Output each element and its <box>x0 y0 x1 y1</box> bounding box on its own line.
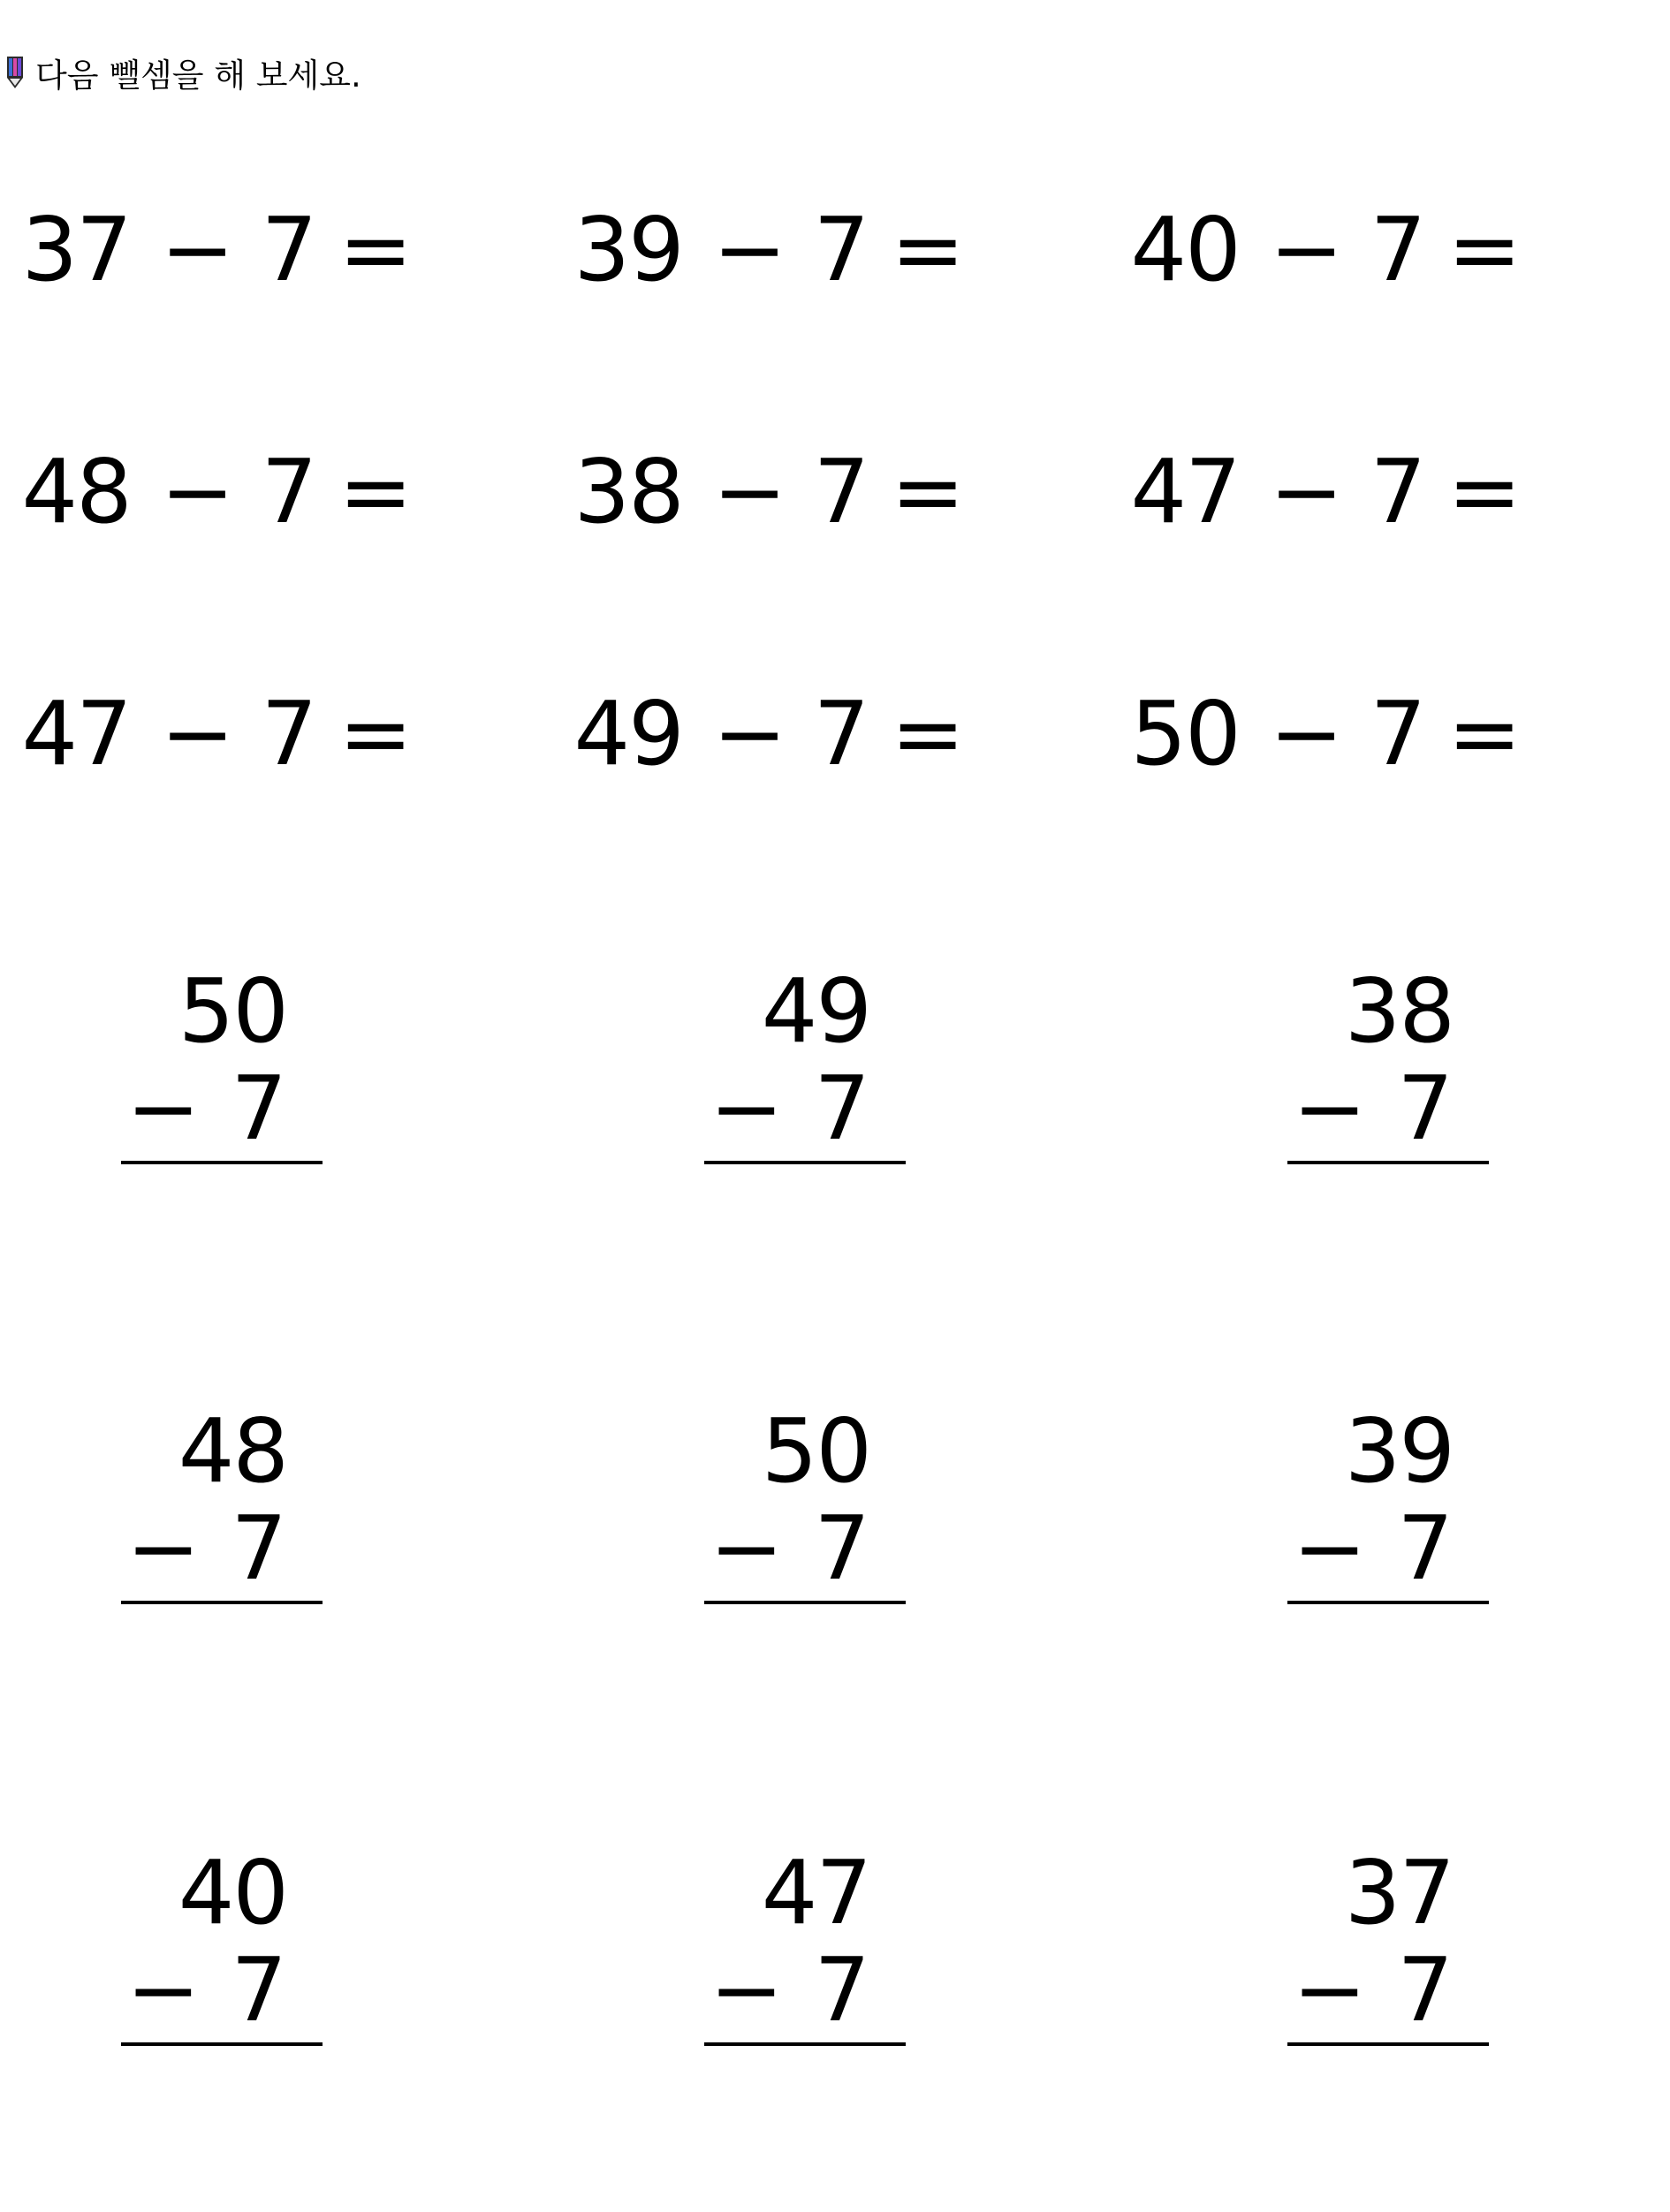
subtrahend: 7 <box>813 439 869 543</box>
equals-sign: = <box>338 681 411 785</box>
subtrahend: 7 <box>814 1057 870 1160</box>
answer-line <box>704 2042 906 2046</box>
subtrahend: 7 <box>814 1938 870 2042</box>
minuend: 47 <box>1130 439 1240 543</box>
minus-sign: − <box>126 1057 201 1160</box>
minuend: 47 <box>761 1841 870 1944</box>
h-problem-9 <box>1130 680 1520 786</box>
h-problem-2 <box>573 196 963 302</box>
minuend: 50 <box>178 959 287 1063</box>
minuend: 50 <box>761 1399 870 1503</box>
equals-sign: = <box>891 681 963 785</box>
minus-sign: − <box>1293 1938 1367 2042</box>
h-problem-6 <box>1130 438 1520 544</box>
h-problem-3 <box>1130 196 1520 302</box>
subtrahend: 7 <box>1397 1938 1454 2042</box>
minus-sign: − <box>712 681 786 785</box>
subtrahend: 7 <box>1370 439 1425 543</box>
minus-sign: − <box>1269 681 1342 785</box>
minus-sign: − <box>126 1496 201 1600</box>
answer-line <box>1287 2042 1489 2046</box>
equals-sign: = <box>891 439 963 543</box>
h-problem-5 <box>573 438 963 544</box>
minuend: 39 <box>573 197 683 301</box>
minuend: 49 <box>573 681 683 785</box>
v-problem-4 <box>121 1399 326 1615</box>
v-problem-7 <box>121 1841 326 2057</box>
answer-line <box>121 2042 323 2046</box>
answer-line <box>704 1161 906 1164</box>
equals-sign: = <box>1447 197 1520 301</box>
minuend: 49 <box>761 959 870 1063</box>
h-problem-4 <box>21 438 411 544</box>
subtrahend: 7 <box>1397 1496 1454 1600</box>
minuend: 38 <box>1344 959 1454 1063</box>
v-problem-9 <box>1287 1841 1492 2057</box>
answer-line <box>121 1161 323 1164</box>
subtrahend: 7 <box>231 1938 287 2042</box>
minus-sign: − <box>126 1938 201 2042</box>
subtrahend: 7 <box>814 1496 870 1600</box>
v-problem-1 <box>121 959 326 1175</box>
v-problem-8 <box>704 1841 909 2057</box>
answer-line <box>1287 1601 1489 1604</box>
minus-sign: − <box>1293 1496 1367 1600</box>
equals-sign: = <box>338 439 411 543</box>
minuend: 37 <box>21 197 131 301</box>
subtrahend: 7 <box>261 197 316 301</box>
minus-sign: − <box>710 1057 784 1160</box>
v-problem-3 <box>1287 959 1492 1175</box>
subtrahend: 7 <box>1370 681 1425 785</box>
instruction-text: 다음 뺄셈을 해 보세요. <box>35 57 361 95</box>
subtrahend: 7 <box>1370 197 1425 301</box>
minuend: 38 <box>573 439 683 543</box>
minus-sign: − <box>712 197 786 301</box>
minuend: 48 <box>178 1399 287 1503</box>
minus-sign: − <box>710 1496 784 1600</box>
h-problem-7 <box>21 680 411 786</box>
v-problem-2 <box>704 959 909 1175</box>
h-problem-8 <box>573 680 963 786</box>
v-problem-5 <box>704 1399 909 1615</box>
h-problem-1 <box>21 196 411 302</box>
equals-sign: = <box>891 197 963 301</box>
minuend: 39 <box>1344 1399 1454 1503</box>
minuend: 40 <box>178 1841 287 1944</box>
minus-sign: − <box>160 197 233 301</box>
subtrahend: 7 <box>261 439 316 543</box>
equals-sign: = <box>1447 681 1520 785</box>
minus-sign: − <box>1269 439 1342 543</box>
equals-sign: = <box>1447 439 1520 543</box>
subtrahend: 7 <box>231 1496 287 1600</box>
instruction <box>5 51 361 94</box>
subtrahend: 7 <box>813 681 869 785</box>
v-problem-6 <box>1287 1399 1492 1615</box>
minus-sign: − <box>712 439 786 543</box>
minuend: 50 <box>1130 681 1240 785</box>
minuend: 40 <box>1130 197 1240 301</box>
minuend: 47 <box>21 681 131 785</box>
minuend: 37 <box>1344 1841 1454 1944</box>
minus-sign: − <box>710 1938 784 2042</box>
minus-sign: − <box>160 439 233 543</box>
answer-line <box>121 1601 323 1604</box>
answer-line <box>1287 1161 1489 1164</box>
subtrahend: 7 <box>261 681 316 785</box>
equals-sign: = <box>338 197 411 301</box>
minus-sign: − <box>160 681 233 785</box>
subtrahend: 7 <box>231 1057 287 1160</box>
minus-sign: − <box>1269 197 1342 301</box>
subtrahend: 7 <box>1397 1057 1454 1160</box>
pencil-icon <box>5 55 25 90</box>
minus-sign: − <box>1293 1057 1367 1160</box>
subtrahend: 7 <box>813 197 869 301</box>
answer-line <box>704 1601 906 1604</box>
minuend: 48 <box>21 439 131 543</box>
